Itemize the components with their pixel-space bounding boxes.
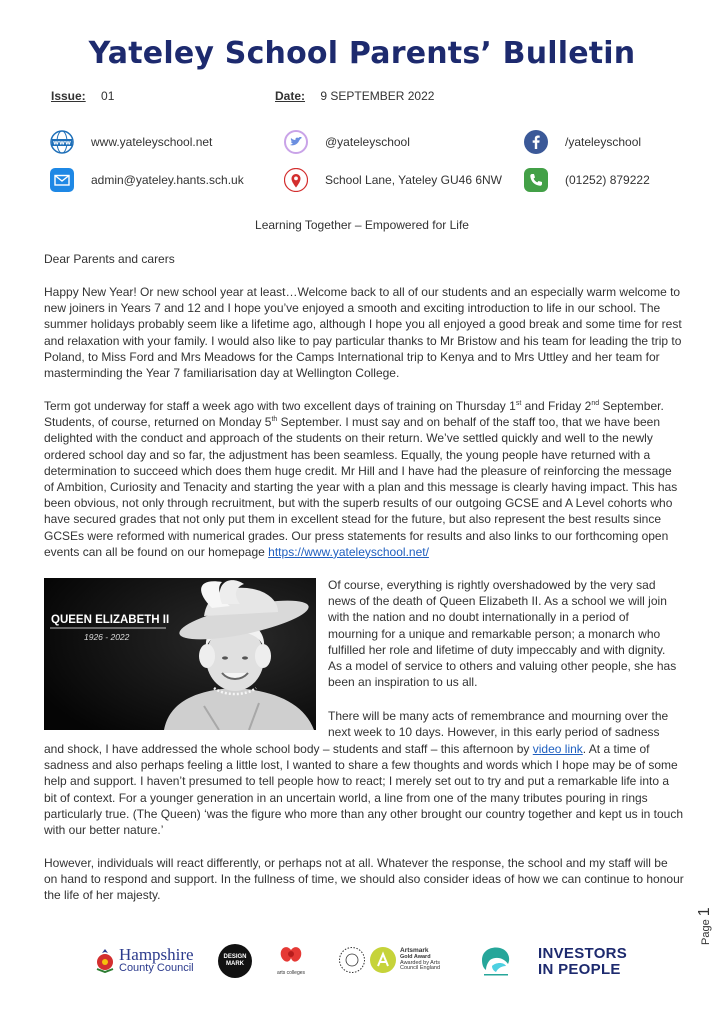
contact-address[interactable] [284,168,502,192]
queen-name-caption: QUEEN ELIZABETH II [51,614,170,626]
issue-label: Issue: [51,89,86,103]
queen-elizabeth-memorial-image [44,578,316,730]
phone-icon [524,168,548,192]
contact-twitter[interactable] [284,130,410,154]
paragraph-response: However, individuals will react differently, or perhaps not at all. Whatever the response, the school and my staff will be on hand to respond and support. In the fullness of time, we should also consider ideas of how we can continue to honour the life of her majesty. [44,856,684,903]
paragraph-remembrance-wrapped: There will be many acts of remembrance and mourning over the next week to 10 days. However, in this early period of sadness [328,709,669,740]
bulletin-title: Yateley School Parents’ Bulletin [88,36,636,71]
twitter-text: @yateleyschool [325,135,410,149]
issue-line [51,89,114,103]
arts-colleges-emblem-icon [277,944,305,966]
teal-partner-logo [478,944,514,983]
arts-council-circle-icon [338,946,366,974]
salutation: Dear Parents and carers [44,252,175,266]
map-pin-icon [284,168,308,192]
homepage-link[interactable]: https://www.yateleyschool.net/ [268,544,429,559]
rose-emblem-icon [94,947,116,973]
contact-website[interactable] [50,130,212,154]
hampshire-county-council-logo: Hampshire County Council [94,946,194,974]
artsmark-icon [370,947,396,973]
svg-text:www: www [52,138,72,147]
paragraph-queen-death: Of course, everything is rightly overshadowed by the very sad news of the death of Queen Elizabeth II. As a school we will join with the nation and no doubt internationally in a period of mourning for a unique and remarkable person; a monarch who fulfilled her role and lifetime of duty impeccably and with dignity. As a model of service to others and valuing other people, she has been an inspiration to us all. [328,578,677,690]
contact-email[interactable] [50,168,244,192]
arts-colleges-logo: arts colleges [274,944,308,976]
contact-facebook[interactable] [524,130,641,154]
investors-in-people-logo: INVESTORS IN PEOPLE [538,945,628,978]
design-mark-logo: DESIGN MARK [218,944,252,978]
artsmark-gold-award-logo: Artsmark Gold Award Awarded by Arts Council England [338,946,440,974]
date-line [275,89,434,103]
email-text: admin@yateley.hants.sch.uk [91,173,244,187]
paragraph-term-start: Term got underway for staff a week ago with two excellent days of training on Thursday 1st and Friday 2nd September. Students, of course, returned on Monday 5th September. I must say and on behalf of the staff too, that we have been delighted with the conduct and approach of the students on their return. We’ve settled quickly and well to the newly ordered school day and so far, the adjustment has been seamless. Equally, the young people have returned with a determination to succeed which does them huge credit. Mr Hill and I have had the pleasure of reinforcing the message of Ambition, Curiosity and Tenacity and starting the year with a plan and this message is clearly having impact. This has been obvious, not only through recruitment, but with the superb results of our outgoing GCSE and A Level cohorts who have secured grades that not only put them in excellent stead for the future, but also represent the best results since GCSEs were reformed with numerical grades. Our press statements for results and also links to our forthcoming open events can all be found on our homepage https://www.yateleyschool.net/ [44,399,678,559]
issue-value: 01 [101,89,115,103]
www-globe-icon [50,130,74,154]
video-link[interactable]: video link [532,742,583,756]
contact-phone[interactable] [524,168,650,192]
email-icon [50,168,74,192]
phone-text: (01252) 879222 [565,173,650,187]
school-motto: Learning Together – Empowered for Life [255,218,469,232]
paragraph-welcome: Happy New Year! Or new school year at least…Welcome back to all of our students and an especially warm welcome to new joiners in Years 7 and 12 and I hope you’ve enjoyed a smooth and exciting introduction to life in our school. The summer holidays probably seem like a lifetime ago, although I hope you all enjoyed a good break and some time for rest and relaxation with your family. I would also like to pay particular thanks to Mr Bristow and his team for leading the trip to Poland, to Miss Ford and Mrs Meadows for the Camps International trip to Kenya and to Mrs Uttley and her team for masterminding the Year 7 familiarisation day at Wellington College. [44,285,682,381]
facebook-text: /yateleyschool [565,135,642,149]
date-value: 9 SEPTEMBER 2022 [320,89,435,103]
queen-years-caption: 1926 - 2022 [84,632,130,642]
paragraph-remembrance: and shock, I have addressed the whole school body – students and staff – this afternoon by video link. At a time of sadness and also perhaps feeling a little lost, I wanted to share a few thoughts and words which I hope may be of some help and support. I haven’t presumed to tell people how to react; I merely set out to try and put a remarkable life into a bit of context. For a younger generation in an uncertain world, a line from one of the many tributes pouring in rings particularly true. (The Queen) ‘was the figure who more than any other brought our country together and kept us in touch with our better nature.’ [44,742,684,838]
teal-swirl-icon [478,944,514,978]
date-label: Date: [275,89,306,103]
website-text: www.yateleyschool.net [91,135,213,149]
facebook-icon [524,130,548,154]
page-number: Page 1 [696,907,713,945]
address-text: School Lane, Yateley GU46 6NW [325,173,502,187]
twitter-icon [284,130,308,154]
